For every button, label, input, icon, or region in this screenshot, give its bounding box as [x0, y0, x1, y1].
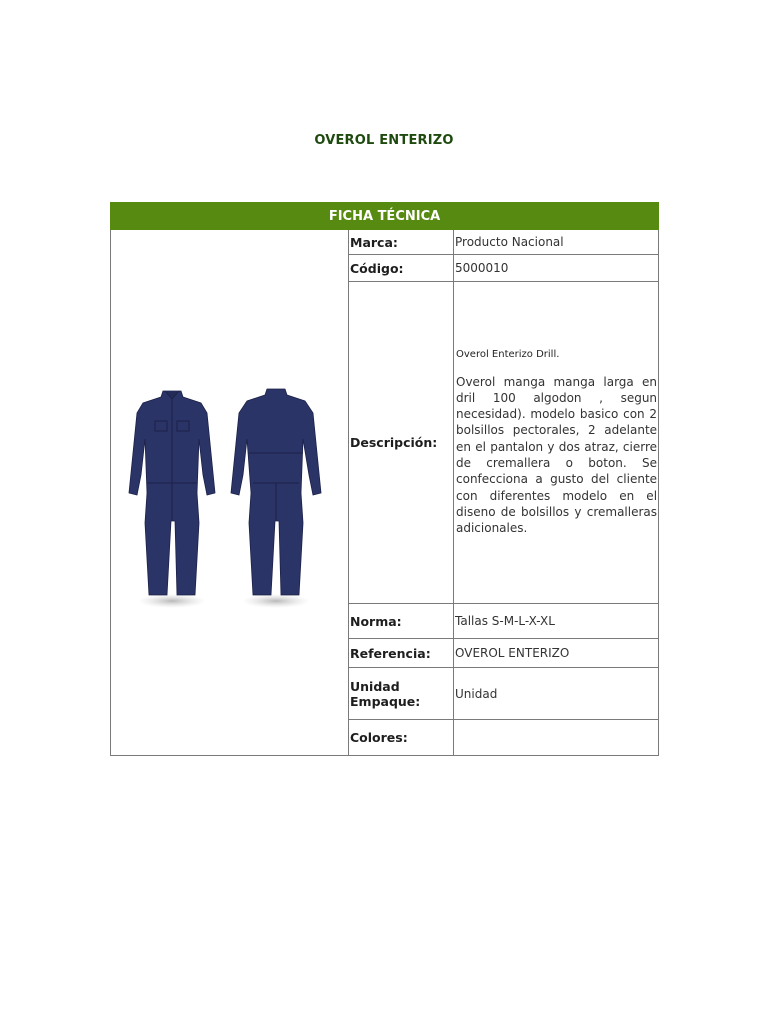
page-title: OVEROL ENTERIZO — [314, 133, 454, 148]
value-referencia: OVEROL ENTERIZO — [454, 639, 659, 668]
table-row — [111, 230, 659, 255]
value-marca: Producto Nacional — [454, 230, 659, 255]
label-unidad-empaque: Unidad Empaque: — [349, 668, 454, 720]
value-norma: Tallas S-M-L-X-XL — [454, 604, 659, 639]
label-colores: Colores: — [349, 720, 454, 756]
description-long: Overol manga manga larga en dril 100 algodon , segun necesidad). modelo basico con 2 bolsillos pectorales, 2 adelante en el pantalon y dos atraz, cierre de cremallera o boton. Se confecciona a gusto del cliente con diferentes modelo en el diseno de bolsillos y cremalleras adicionales. — [456, 374, 658, 536]
value-unidad-empaque: Unidad — [454, 668, 659, 720]
label-descripcion: Descripción: — [349, 282, 454, 604]
label-norma: Norma: — [349, 604, 454, 639]
technical-sheet-table — [110, 202, 659, 756]
value-descripcion — [454, 282, 659, 604]
product-image-cell — [111, 230, 349, 756]
value-codigo: 5000010 — [454, 255, 659, 282]
description-short: Overol Enterizo Drill. — [456, 348, 560, 360]
value-colores — [454, 720, 659, 756]
sheet-header-row — [111, 203, 659, 230]
label-referencia: Referencia: — [349, 639, 454, 668]
coverall-product-image — [125, 373, 335, 613]
sheet-header: FICHA TÉCNICA — [111, 203, 659, 230]
label-codigo: Código: — [349, 255, 454, 282]
label-marca: Marca: — [349, 230, 454, 255]
